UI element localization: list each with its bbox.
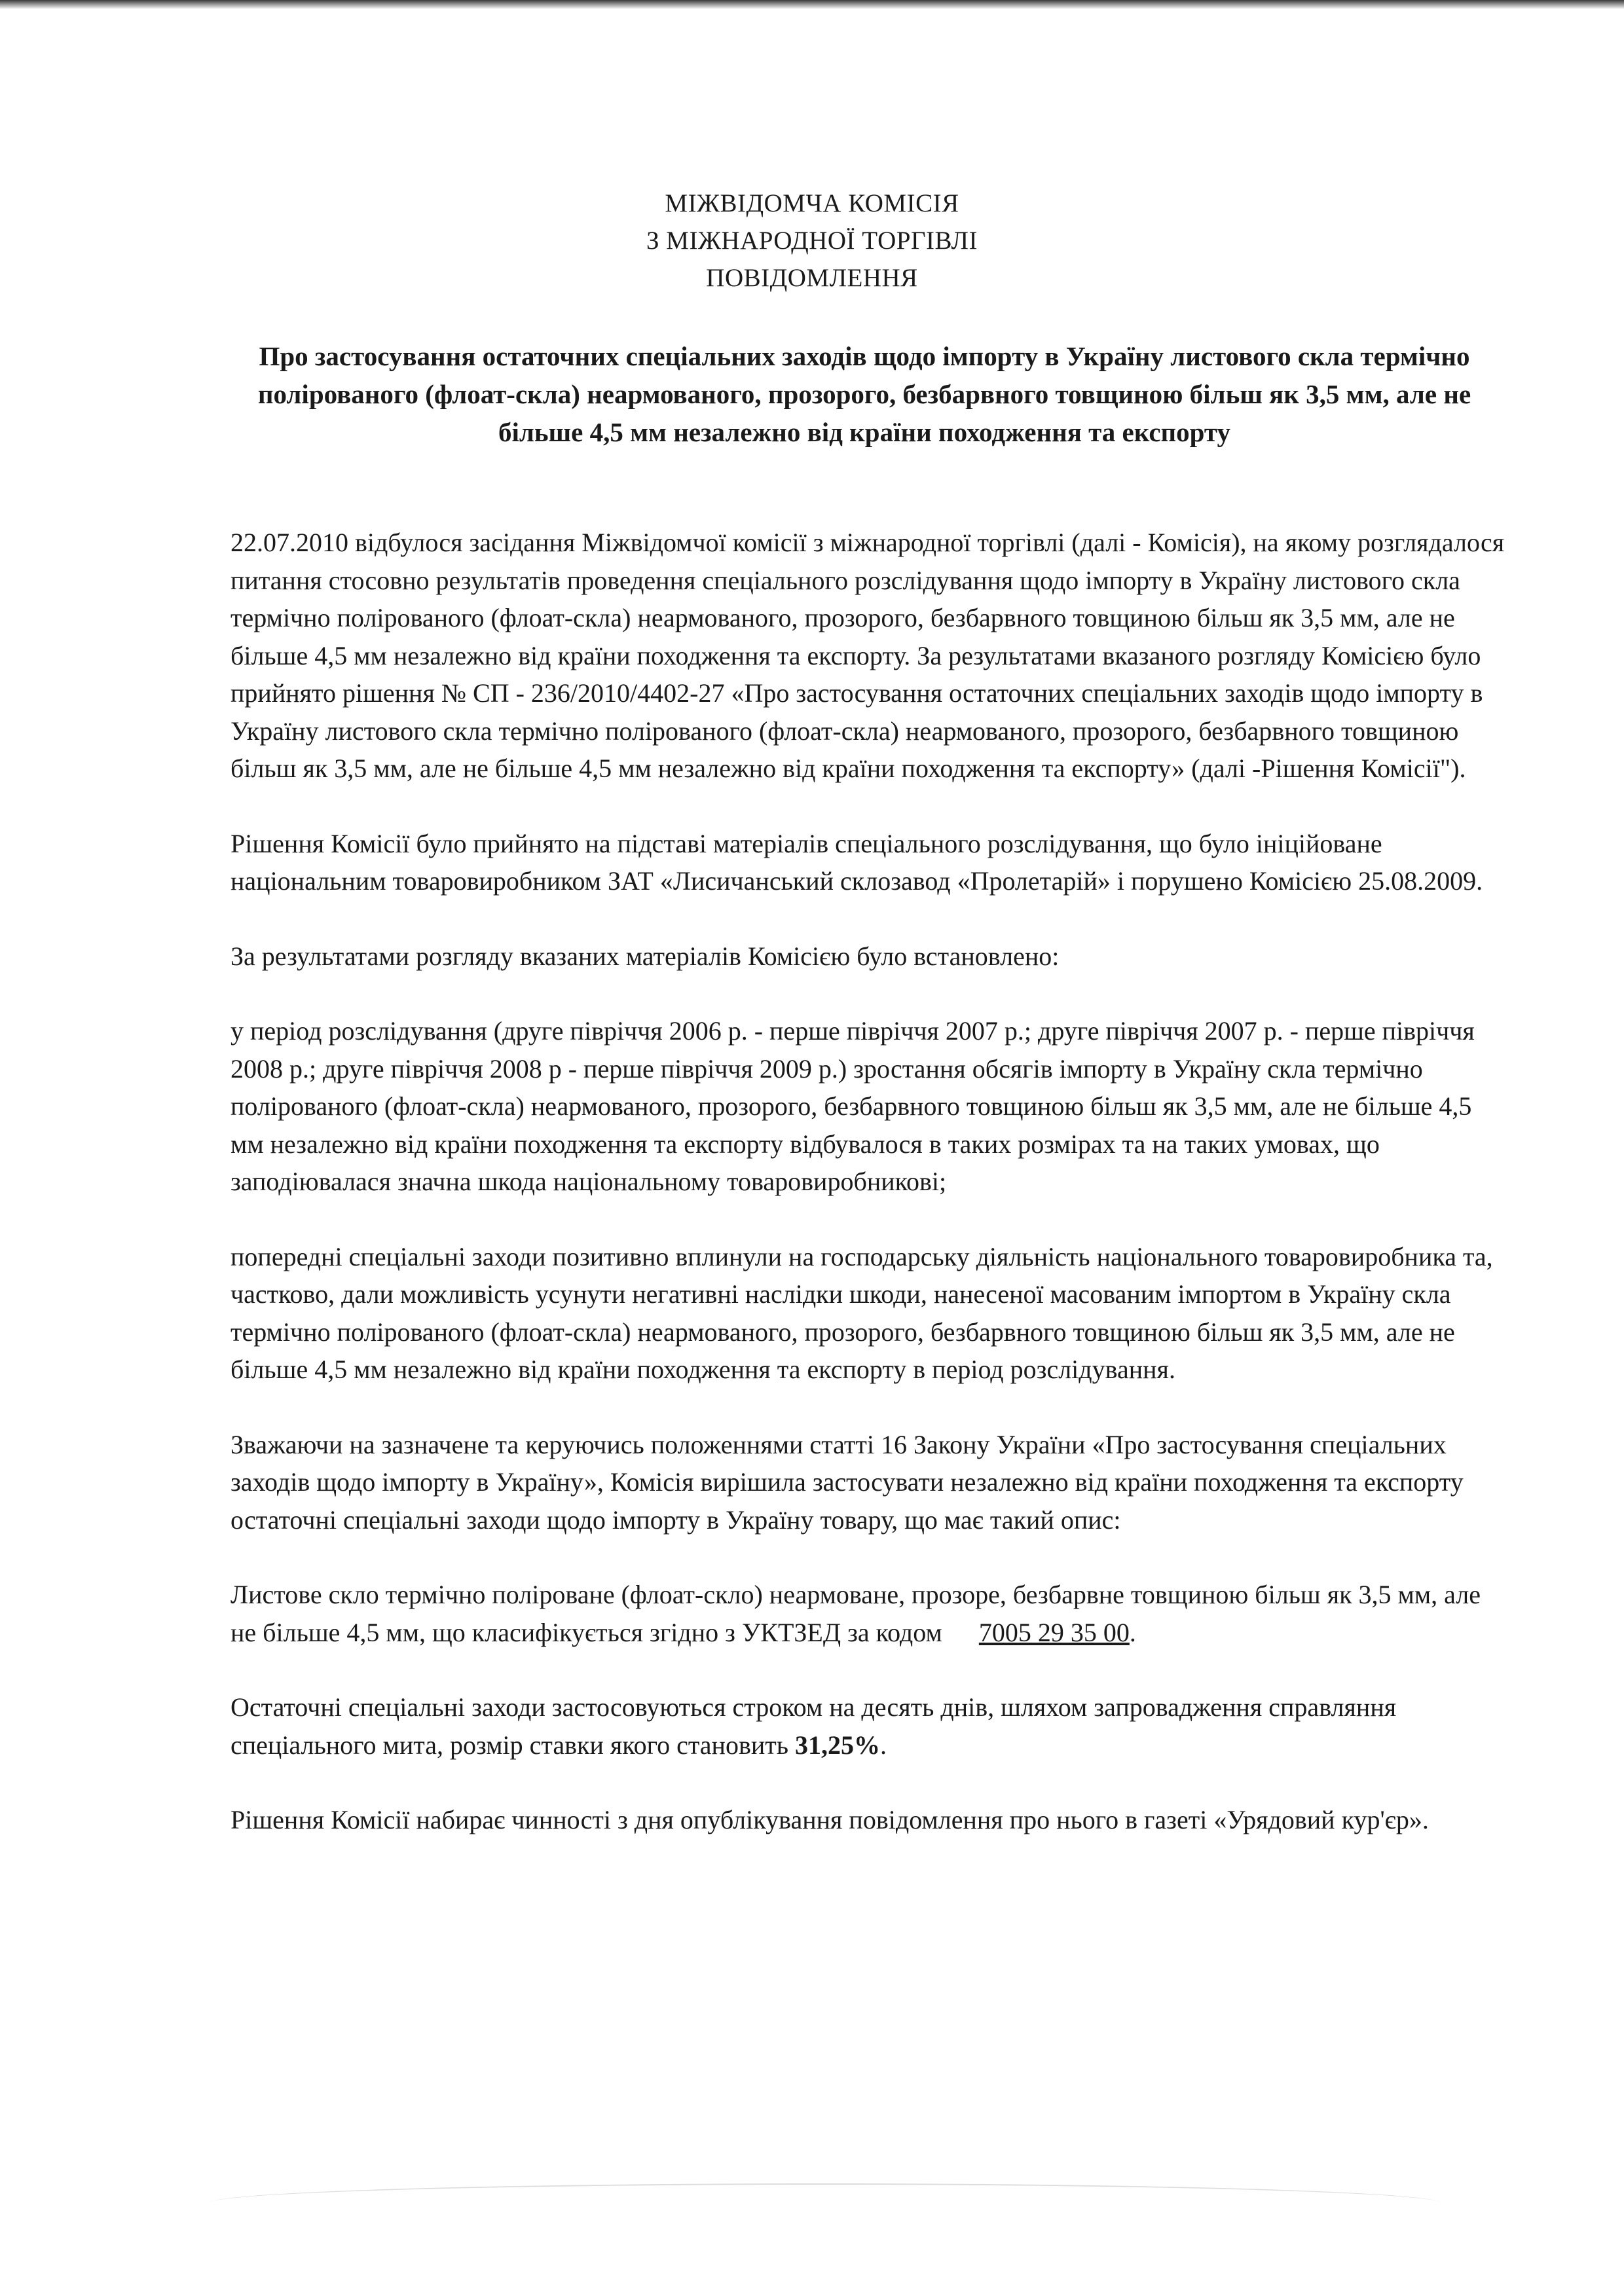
paragraph-product-description [231, 1576, 1507, 1651]
paragraph-finding-import-growth: у період розслідування (друге півріччя 2006 р. - перше півріччя 2007 р.; друге півріччя 2007 р. - перше півріччя 2008 р.; друге півріччя 2008 р - перше півріччя 2009 р.) зростання обсягів імпорту в Україну скла термічно полірованого (флоат-скла) неармованого, прозорого, безбарвного товщиною більш як 3,5 мм, але не більше 4,5 мм незалежно від країни походження та експорту відбувалося в таких розмірах та на таких умовах, що заподіювалася значна шкода національному товаровиробникові; [231, 1016, 1475, 1196]
paragraph-duty [231, 1688, 1507, 1764]
duty-rate: 31,25% [794, 1730, 880, 1760]
document-header [0, 185, 1624, 297]
paragraph-findings-intro: За результатами розгляду вказаних матеріалів Комісією було встановлено: [231, 941, 1060, 971]
scan-footer-mark [210, 2183, 1441, 2211]
scan-top-edge [0, 0, 1624, 9]
product-description-text: Листове скло термічно поліроване (флоат-скло) неармоване, прозоре, безбарвне товщиною більш як 3,5 мм, але не більше 4,5 мм, що класифікується згідно з УКТЗЕД за кодом [231, 1580, 1481, 1647]
paragraph-effective: Рішення Комісії набирає чинності з дня опублікування повідомлення про нього в газеті «Урядовий кур'єр». [231, 1805, 1429, 1834]
paragraph-meeting: 22.07.2010 відбулося засідання Міжвідомчої комісії з міжнародної торгівлі (далі - Комісія), на якому розглядалося питання стосовно результатів проведення спеціального розслідування щодо імпорту в Україну листового скла термічно полірованого (флоат-скла) неармованого, прозорого, безбарвного товщиною більш як 3,5 мм, але не більше 4,5 мм незалежно від країни походження та експорту. За результатами вказаного розгляду Комісією було прийнято рішення № СП - 236/2010/4402-27 «Про застосування остаточних спеціальних заходів щодо імпорту в Україну листового скла термічно полірованого (флоат-скла) неармованого, прозорого, безбарвного товщиною більш як 3,5 мм, але не більше 4,5 мм незалежно від країни походження та експорту» (далі -Рішення Комісії"). [231, 528, 1505, 783]
document-subject: Про застосування остаточних спеціальних заходів щодо імпорту в Україну листового скла термічно полірованого (флоат-скла) неармованого, прозорого, безбарвного товщиною більш як 3,5 мм, але не більше 4,5 мм незалежно від країни походження та експорту [257, 341, 1471, 447]
duty-end: . [879, 1730, 887, 1760]
header-line-trade: З МІЖНАРОДНОЇ ТОРГІВЛІ [646, 227, 978, 255]
product-description-end: . [1129, 1617, 1136, 1647]
paragraph-decision: Зважаючи на зазначене та керуючись положеннями статті 16 Закону України «Про застосування спеціальних заходів щодо імпорту в Україну», Комісія вирішила застосувати незалежно від країни походження та експорту остаточні спеціальні заходи щодо імпорту в Україну товару, що має такий опис: [231, 1429, 1464, 1535]
header-line-commission: МІЖВІДОМЧА КОМІСІЯ [665, 189, 959, 217]
paragraph-finding-preliminary-measures: попередні спеціальні заходи позитивно вплинули на господарську діяльність національного товаровиробника та, частково, дали можливість усунути негативні наслідки шкоди, нанесеної масованим імпортом в Україну скла термічно полірованого (флоат-скла) неармованого, прозорого, безбарвного товщиною більш як 3,5 мм, але не більше 4,5 мм незалежно від країни походження та експорту в період розслідування. [231, 1241, 1493, 1384]
header-line-notice: ПОВІДОМЛЕННЯ [706, 264, 918, 292]
document-body [231, 524, 1507, 1876]
paragraph-basis: Рішення Комісії було прийнято на підставі матеріалів спеціального розслідування, що було ініційоване національним товаровиробником ЗАТ «Лисичанський склозавод «Пролетарій» і порушено Комісією 25.08.2009. [231, 828, 1483, 896]
product-code: 7005 29 35 00 [978, 1617, 1130, 1647]
duty-text: Остаточні спеціальні заходи застосовуються строком на десять днів, шляхом запровадження справляння спеціального мита, розмір ставки якого становить [231, 1692, 1397, 1760]
